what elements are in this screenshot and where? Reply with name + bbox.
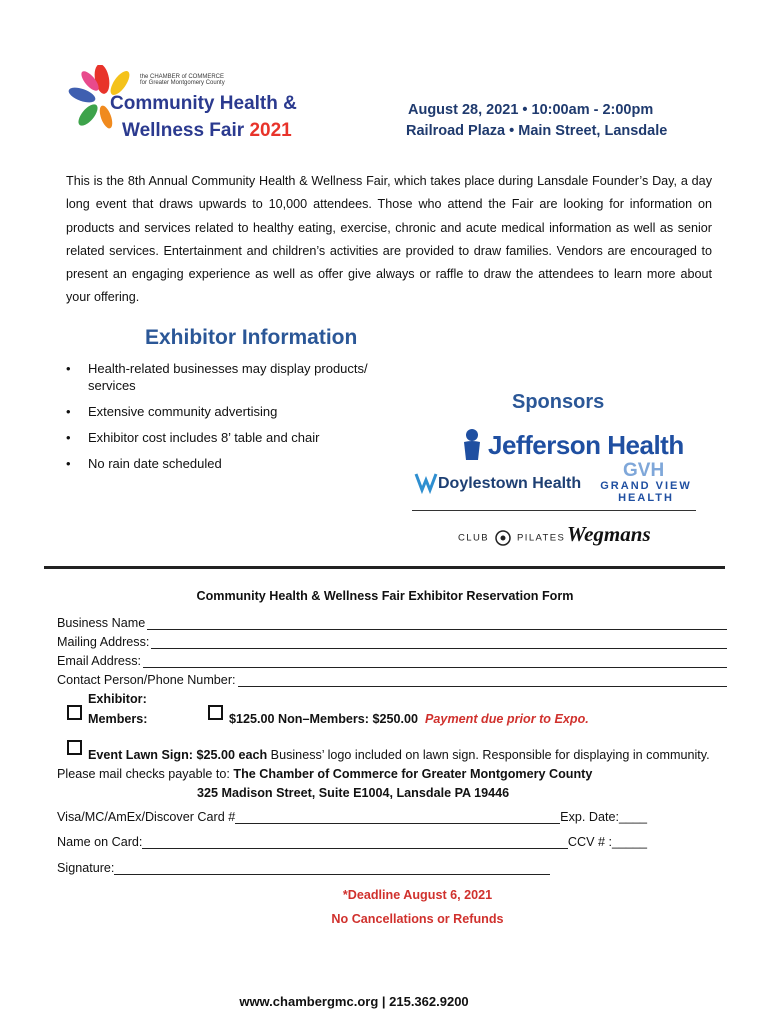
- gvh-mark: GVH: [623, 460, 665, 481]
- signature-field[interactable]: Signature:: [57, 861, 550, 875]
- footer-contact: www.chambergmc.org | 215.362.9200: [239, 994, 469, 1009]
- name-on-card-field[interactable]: Name on Card: CCV # :_____: [57, 835, 647, 849]
- pilates-flower-icon: [495, 530, 511, 546]
- bullet-item: • Exhibitor cost includes 8’ table and chair: [66, 429, 406, 446]
- chamber-address: 325 Madison Street, Suite E1004, Lansdale PA 19446: [197, 786, 510, 800]
- no-cancellations: No Cancellations or Refunds: [331, 912, 504, 926]
- business-name-line[interactable]: [147, 616, 727, 630]
- sponsor-club-pilates: CLUB PILATES: [458, 530, 565, 546]
- form-title: Community Health & Wellness Fair Exhibitor Reservation Form: [196, 589, 574, 603]
- exhibitor-title: Exhibitor Information: [145, 326, 358, 349]
- sponsor-jefferson: Jefferson Health: [488, 430, 684, 460]
- sponsor-divider: [412, 510, 696, 511]
- exhibitor-label: Exhibitor:: [88, 692, 147, 706]
- name-on-card-line[interactable]: [142, 835, 567, 849]
- payment-due: Payment due prior to Expo.: [425, 712, 589, 726]
- jefferson-logo-icon: [460, 428, 484, 462]
- members-checkbox[interactable]: [67, 705, 82, 720]
- lawn-sign-checkbox[interactable]: [67, 740, 82, 755]
- contact-field[interactable]: Contact Person/Phone Number:: [57, 673, 727, 687]
- logo-chamber-text: the CHAMBER of COMMERCE for Greater Montgomery County: [140, 74, 225, 86]
- bullet-item: • Extensive community advertising: [66, 403, 406, 420]
- sponsors-title: Sponsors: [512, 391, 605, 413]
- mailing-address-field[interactable]: Mailing Address:: [57, 635, 727, 649]
- event-location: Railroad Plaza • Main Street, Lansdale: [406, 123, 668, 139]
- exhibitor-bullets: [66, 360, 406, 472]
- sponsor-wegmans: Wegmans: [567, 522, 651, 546]
- intro-paragraph: This is the 8th Annual Community Health & Wellness Fair, which takes place during Lansdale Founder’s Day, a day long event that draws upwards to 10,000 attendees. Those who attend the Fair are looking for information on products and services related to healthy eating, exercise, chronic and acute medical information as well as senior related services. Entertainment and children’s activities are provided to draw families. Vendors are encouraged to present an engaging experience as well as offer give always or raffle to draw the attendees to learn more about your offering.: [66, 174, 712, 305]
- email-address-line[interactable]: [143, 654, 727, 668]
- deadline: *Deadline August 6, 2021: [342, 888, 493, 902]
- email-address-field[interactable]: Email Address:: [57, 654, 727, 668]
- logo-title-line2: Wellness Fair 2021: [122, 120, 292, 141]
- card-field[interactable]: Visa/MC/AmEx/Discover Card # Exp. Date:____: [57, 810, 647, 824]
- logo-title-line1: Community Health &: [110, 93, 297, 114]
- exp-date-field[interactable]: Exp. Date:____: [560, 810, 647, 824]
- bullet-item: • No rain date scheduled: [66, 455, 406, 472]
- business-name-field[interactable]: Business Name: [57, 616, 727, 630]
- nonmembers-checkbox[interactable]: [208, 705, 223, 720]
- ccv-field[interactable]: CCV # :_____: [567, 835, 647, 849]
- mail-checks-line: Please mail checks payable to: The Chamber of Commerce for Greater Montgomery County: [57, 767, 593, 781]
- lawn-sign-line: Event Lawn Sign: $25.00 each Business’ logo included on lawn sign. Responsible for displaying in community.: [88, 748, 710, 762]
- contact-line[interactable]: [238, 673, 727, 687]
- logo-year: 2021: [249, 120, 292, 141]
- signature-line[interactable]: [114, 861, 550, 875]
- sponsor-grand-view: GRAND VIEW HEALTH: [600, 480, 692, 504]
- section-divider: [44, 566, 725, 569]
- sponsor-doylestown: Doylestown Health: [438, 475, 582, 492]
- bullet-item: • Health-related businesses may display products/ services: [66, 360, 388, 394]
- card-line[interactable]: [235, 810, 560, 824]
- event-date: August 28, 2021 • 10:00am - 2:00pm: [408, 102, 654, 118]
- mailing-address-line[interactable]: [151, 635, 727, 649]
- price-line: $125.00 Non–Members: $250.00 Payment due prior to Expo.: [229, 712, 589, 726]
- doylestown-logo-icon: [414, 470, 438, 494]
- members-label: Members:: [88, 712, 148, 726]
